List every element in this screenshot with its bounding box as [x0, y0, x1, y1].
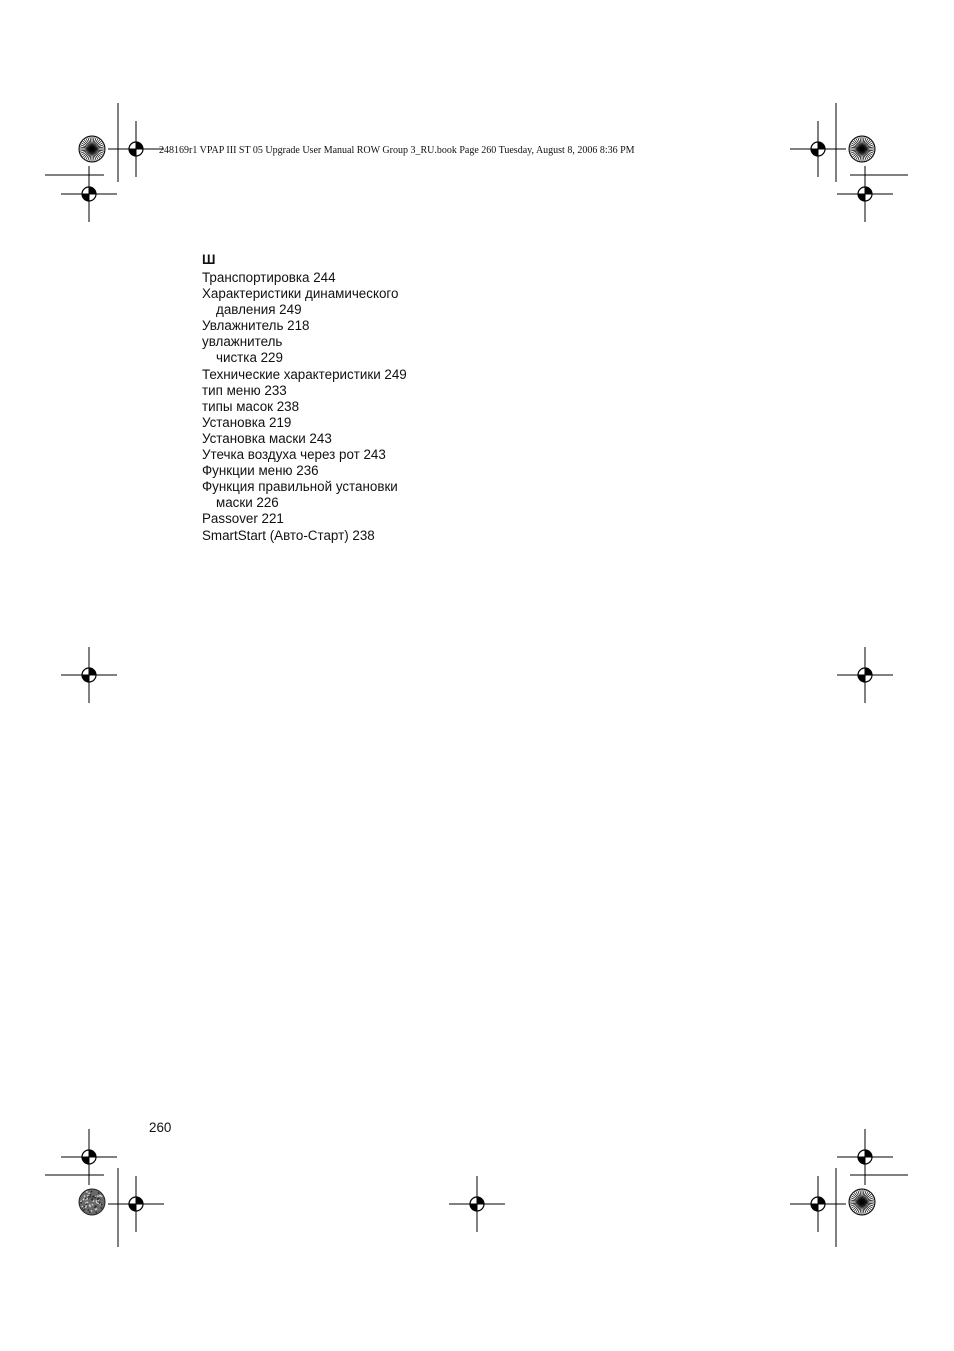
- index-entry-text: Установка 219: [202, 414, 292, 430]
- index-entry-text: тип меню 233: [202, 382, 287, 398]
- starburst-mark-icon: [79, 136, 105, 162]
- registration-target-icon: [108, 121, 164, 177]
- index-entry-text: Функции меню 236: [202, 463, 319, 479]
- registration-target-icon: [837, 166, 893, 222]
- registration-target-icon: [449, 1176, 505, 1232]
- page-number: 260: [149, 1120, 172, 1135]
- index-entry-text: увлажнитель: [202, 334, 283, 350]
- index-entry-text: Passover 221: [202, 511, 284, 527]
- registration-target-icon: [837, 647, 893, 703]
- index-entry-text: Функция правильной установки: [202, 479, 398, 495]
- index-subentry: чистка 229: [216, 350, 283, 366]
- index-letter-heading: Ш: [202, 252, 216, 267]
- registration-target-icon: [837, 1129, 893, 1185]
- index-entry-text: SmartStart (Авто-Старт) 238: [202, 527, 375, 543]
- starburst-mark-icon: [849, 1189, 875, 1215]
- running-header: 248169r1 VPAP III ST 05 Upgrade User Manual ROW Group 3_RU.book Page 260 Tuesday, August 8, 2006 8:36 PM: [159, 145, 635, 156]
- index-entry-text: Увлажнитель 218: [202, 318, 310, 334]
- texture-mark-icon: [79, 1189, 105, 1215]
- index-entry-continuation: давления 249: [216, 302, 302, 318]
- starburst-mark-icon: [849, 136, 875, 162]
- registration-target-icon: [61, 1129, 117, 1185]
- index-entry-text: Транспортировка 244: [202, 270, 336, 285]
- index-entry-text: типы масок 238: [202, 398, 300, 414]
- index-entry-text: Утечка воздуха через рот 243: [202, 447, 386, 463]
- registration-target-icon: [108, 1176, 164, 1232]
- index-entry-text: Технические характеристики 249: [202, 366, 407, 382]
- registration-target-icon: [790, 1176, 846, 1232]
- registration-target-icon: [61, 647, 117, 703]
- index-entry-text: Характеристики динамического: [202, 286, 399, 302]
- index-entry-text: Установка маски 243: [202, 430, 332, 446]
- registration-target-icon: [61, 166, 117, 222]
- index-entry-continuation: маски 226: [216, 495, 279, 511]
- registration-target-icon: [790, 121, 846, 177]
